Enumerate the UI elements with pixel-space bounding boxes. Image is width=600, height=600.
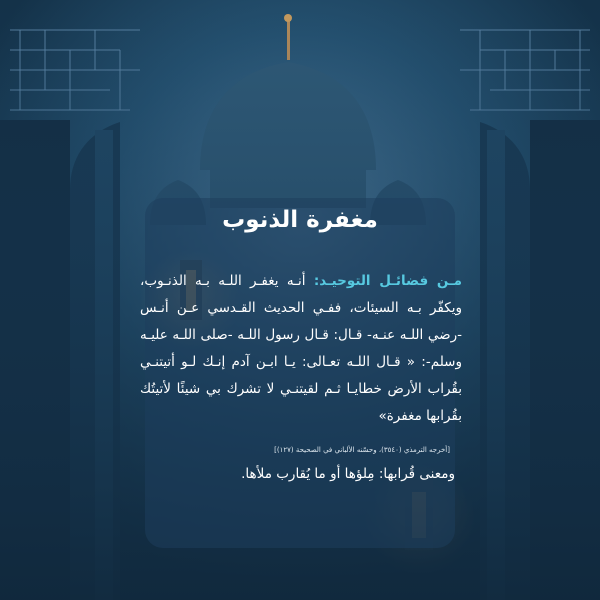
page-title: مغفرة الذنوب	[222, 207, 378, 233]
hadith-paragraph	[140, 268, 462, 430]
citation: [أخرجه الترمذي (٣٥٤٠)، وحسّنه الألباني في الصحيحة (١٢٧)]	[274, 446, 450, 454]
highlight-heading: مـن فضائـل التوحيـد:	[313, 273, 462, 289]
paragraph-text: أنـه يغفـر اللـه بـه الذنـوب، ويكفّر بـه السيئات، ففـي الحديث القـدسي عـن أنـس -رضي اللـه عنـه- قـال: قـال رسول اللـه -صلى اللـه عليـه وسلم-: « قـال اللـه تعـالى: يـا ابـن آدم إنـك لـو أتيتنـي بقُراب الأرض خطايـا ثـم لقيتنـي لا تشرك بي شيئًا لأتيتُك بقُرابها مغفرة»	[140, 273, 462, 424]
meaning-text: ومعنى قُرابها: مِلؤها أو ما يُقارب ملأها.	[241, 466, 455, 482]
